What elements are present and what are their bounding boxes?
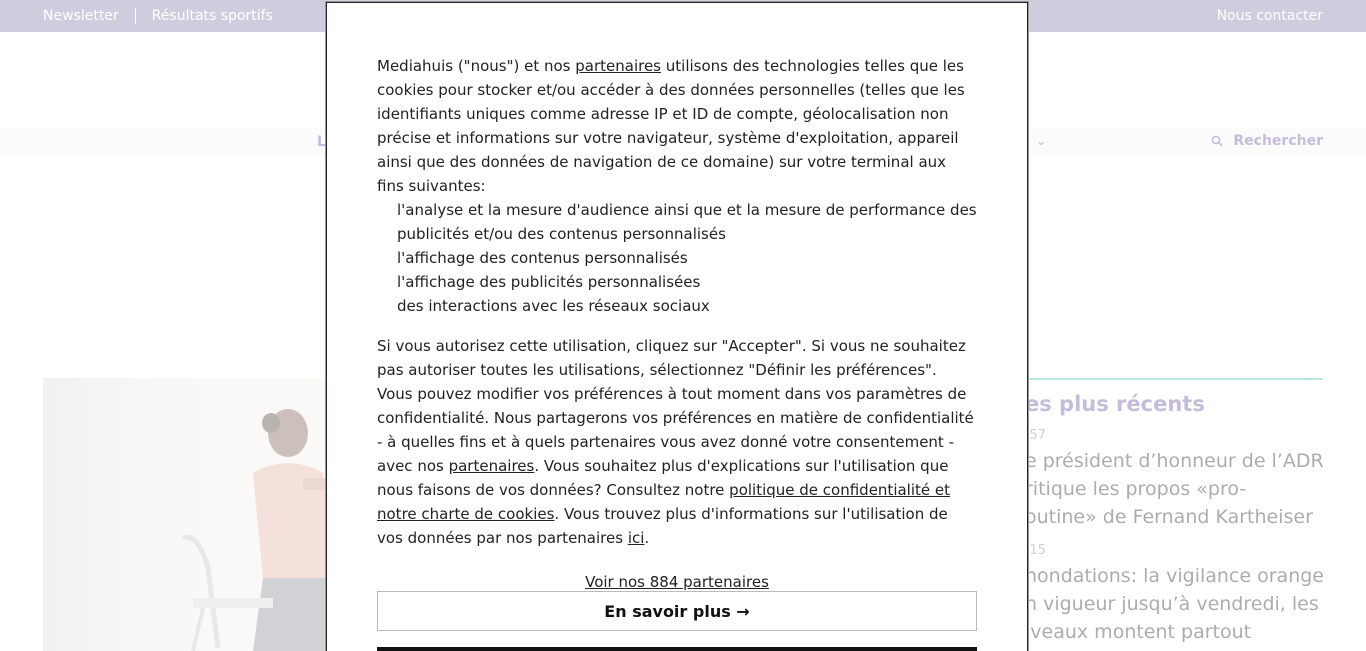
list-item: l'affichage des contenus personnalisés <box>397 249 688 267</box>
partners-info-link[interactable]: ici <box>627 529 645 547</box>
consent-text <box>377 54 977 594</box>
accept-button[interactable] <box>377 647 977 651</box>
list-item: l'affichage des publicités personnalisées <box>397 273 701 291</box>
consent-details: Si vous autorisez cette utilisation, cliquez sur "Accepter". Si vous ne souhaitez pas autoriser toutes les utilisations, sélectionnez "Définir les préférences". Vous pouvez modifier vos préférences à tout moment dans vos paramètres de confidentialité. Nous partagerons vos préférences en matière de confidentialité - à quelles fins et à quels partenaires vous avez donné votre consentement - avec nos partenaires. Vous souhaitez plus d'explications sur l'utilisation que nous faisons de vos données? Consultez notre politique de confidentialité et notre charte de cookies. Vous trouvez plus d'informations sur l'utilisation de vos données par nos partenaires ici. <box>377 337 974 547</box>
purposes-list <box>397 198 977 318</box>
list-item: l'analyse et la mesure d'audience ainsi que et la mesure de performance des publicités et/ou des contenus personnalisés <box>397 201 977 243</box>
cookie-consent-dialog <box>326 2 1028 651</box>
partners-link[interactable]: partenaires <box>448 457 535 475</box>
consent-intro: Mediahuis ("nous") et nos partenaires utilisons des technologies telles que les cookies pour stocker et/ou accéder à des données personnelles (telles que les identifiants uniques comme adresse IP et ID de compte, géolocalisation non précise et informations sur votre navigateur, système d'exploitation, appareil ainsi que des données de navigation de ce domaine) sur votre terminal aux fins suivantes: <box>377 57 965 195</box>
privacy-policy-link[interactable]: politique de confidentialité et notre charte de cookies <box>377 481 950 523</box>
learn-more-button[interactable]: En savoir plus → <box>377 591 977 631</box>
list-item: des interactions avec les réseaux sociaux <box>397 297 710 315</box>
partners-link[interactable]: partenaires <box>575 57 661 75</box>
view-partners-link[interactable]: Voir nos 884 partenaires <box>585 573 769 591</box>
